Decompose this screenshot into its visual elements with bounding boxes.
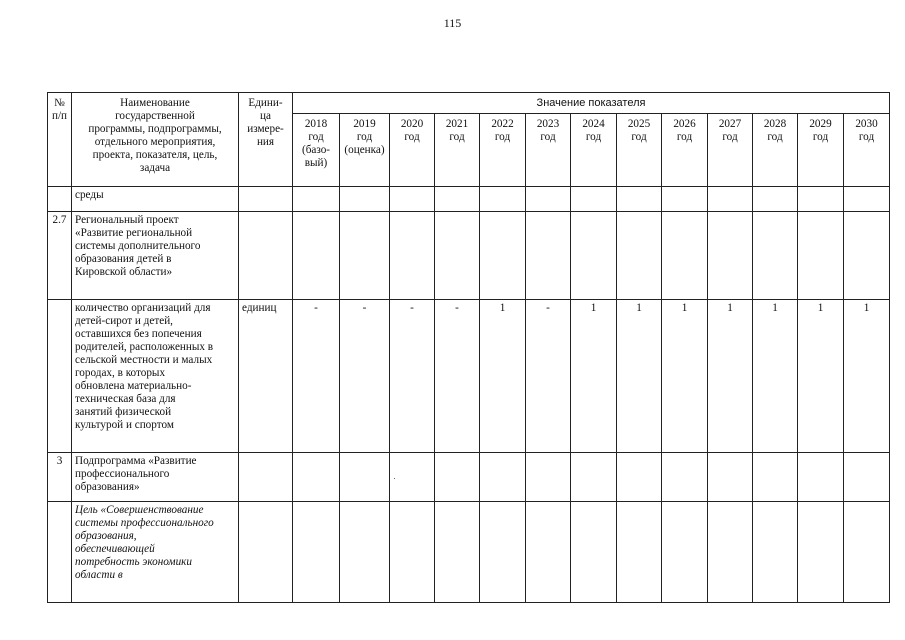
row-value (435, 453, 480, 502)
row-value (340, 453, 390, 502)
table-body (48, 187, 890, 603)
row-value (390, 502, 435, 603)
row-value: - (340, 300, 390, 453)
row-unit (239, 187, 293, 212)
row-number: 3 (48, 453, 72, 502)
row-value (293, 453, 340, 502)
row-value (340, 502, 390, 603)
row-value (662, 453, 708, 502)
header-year: 2023 год (526, 114, 571, 187)
table-row (48, 300, 890, 453)
row-value (798, 453, 844, 502)
row-value (526, 502, 571, 603)
row-value (798, 502, 844, 603)
page-number: 115 (443, 16, 462, 30)
row-value (708, 502, 753, 603)
row-unit (239, 453, 293, 502)
header-value-title: Значение показателя (293, 93, 890, 114)
row-name: Цель «Совершенствование системы профессионального образования, обеспечивающей потребность экономики области в (72, 502, 239, 603)
header-row-top (48, 93, 890, 114)
row-name: Региональный проект «Развитие региональной системы дополнительного образования детей в Кировской области» (72, 212, 239, 300)
row-value (480, 502, 526, 603)
row-name: Подпрограмма «Развитие профессионального образования» (72, 453, 239, 502)
row-value (480, 453, 526, 502)
header-year: 2026 год (662, 114, 708, 187)
row-value: - (435, 300, 480, 453)
row-value (293, 212, 340, 300)
row-value (662, 502, 708, 603)
row-value (662, 187, 708, 212)
row-value (340, 187, 390, 212)
row-value (526, 212, 571, 300)
row-value: - (293, 300, 340, 453)
row-value: - (390, 300, 435, 453)
row-value (480, 212, 526, 300)
row-value: 1 (617, 300, 662, 453)
row-value (708, 187, 753, 212)
row-value (798, 212, 844, 300)
table-row (48, 187, 890, 212)
row-value (844, 453, 890, 502)
row-number (48, 187, 72, 212)
row-value: 1 (708, 300, 753, 453)
row-value (571, 187, 617, 212)
header-year: 2018 год (базо- вый) (293, 114, 340, 187)
row-value (662, 212, 708, 300)
row-value (753, 502, 798, 603)
row-value (526, 187, 571, 212)
header-unit: Едини- ца измере- ния (239, 93, 293, 187)
row-value (293, 187, 340, 212)
row-value: 1 (662, 300, 708, 453)
row-value (526, 453, 571, 502)
row-value (753, 187, 798, 212)
row-value (617, 212, 662, 300)
row-name: количество организаций для детей-сирот и детей, оставшихся без попечения родителей, расположенных в сельской местности и малых городах, в которых обновлена материально- техническая база для занятий физической культурой и спортом (72, 300, 239, 453)
header-year: 2029 год (798, 114, 844, 187)
header-year: 2028 год (753, 114, 798, 187)
row-value (435, 502, 480, 603)
row-value (480, 187, 526, 212)
row-value: 1 (480, 300, 526, 453)
row-value (844, 212, 890, 300)
row-value (390, 453, 435, 502)
header-year: 2027 год (708, 114, 753, 187)
row-value (390, 212, 435, 300)
row-unit: единиц (239, 300, 293, 453)
row-value (617, 502, 662, 603)
header-year: 2020 год (390, 114, 435, 187)
scan-speck (394, 478, 395, 479)
row-value (617, 453, 662, 502)
row-value: 1 (844, 300, 890, 453)
row-value (798, 187, 844, 212)
row-value (708, 212, 753, 300)
row-value (293, 502, 340, 603)
row-value (617, 187, 662, 212)
row-value (708, 453, 753, 502)
header-num: № п/п (48, 93, 72, 187)
row-value (753, 453, 798, 502)
row-value: 1 (798, 300, 844, 453)
row-value (844, 187, 890, 212)
row-value: 1 (571, 300, 617, 453)
row-value (435, 187, 480, 212)
header-year: 2025 год (617, 114, 662, 187)
row-number (48, 300, 72, 453)
row-value (753, 212, 798, 300)
row-number (48, 502, 72, 603)
header-year: 2022 год (480, 114, 526, 187)
row-value: - (526, 300, 571, 453)
indicator-table (47, 92, 890, 603)
row-unit (239, 502, 293, 603)
table-row (48, 502, 890, 603)
header-year: 2030 год (844, 114, 890, 187)
row-value (571, 502, 617, 603)
row-value: 1 (753, 300, 798, 453)
row-name: среды (72, 187, 239, 212)
table-row (48, 453, 890, 502)
row-unit (239, 212, 293, 300)
header-year: 2021 год (435, 114, 480, 187)
row-value (571, 212, 617, 300)
row-value (571, 453, 617, 502)
header-name: Наименование государственной программы, подпрограммы, отдельного мероприятия, проекта, показателя, цель, задача (72, 93, 239, 187)
row-value (844, 502, 890, 603)
table-row (48, 212, 890, 300)
row-value (390, 187, 435, 212)
row-number: 2.7 (48, 212, 72, 300)
header-year: 2019 год (оценка) (340, 114, 390, 187)
row-value (340, 212, 390, 300)
header-year: 2024 год (571, 114, 617, 187)
row-value (435, 212, 480, 300)
